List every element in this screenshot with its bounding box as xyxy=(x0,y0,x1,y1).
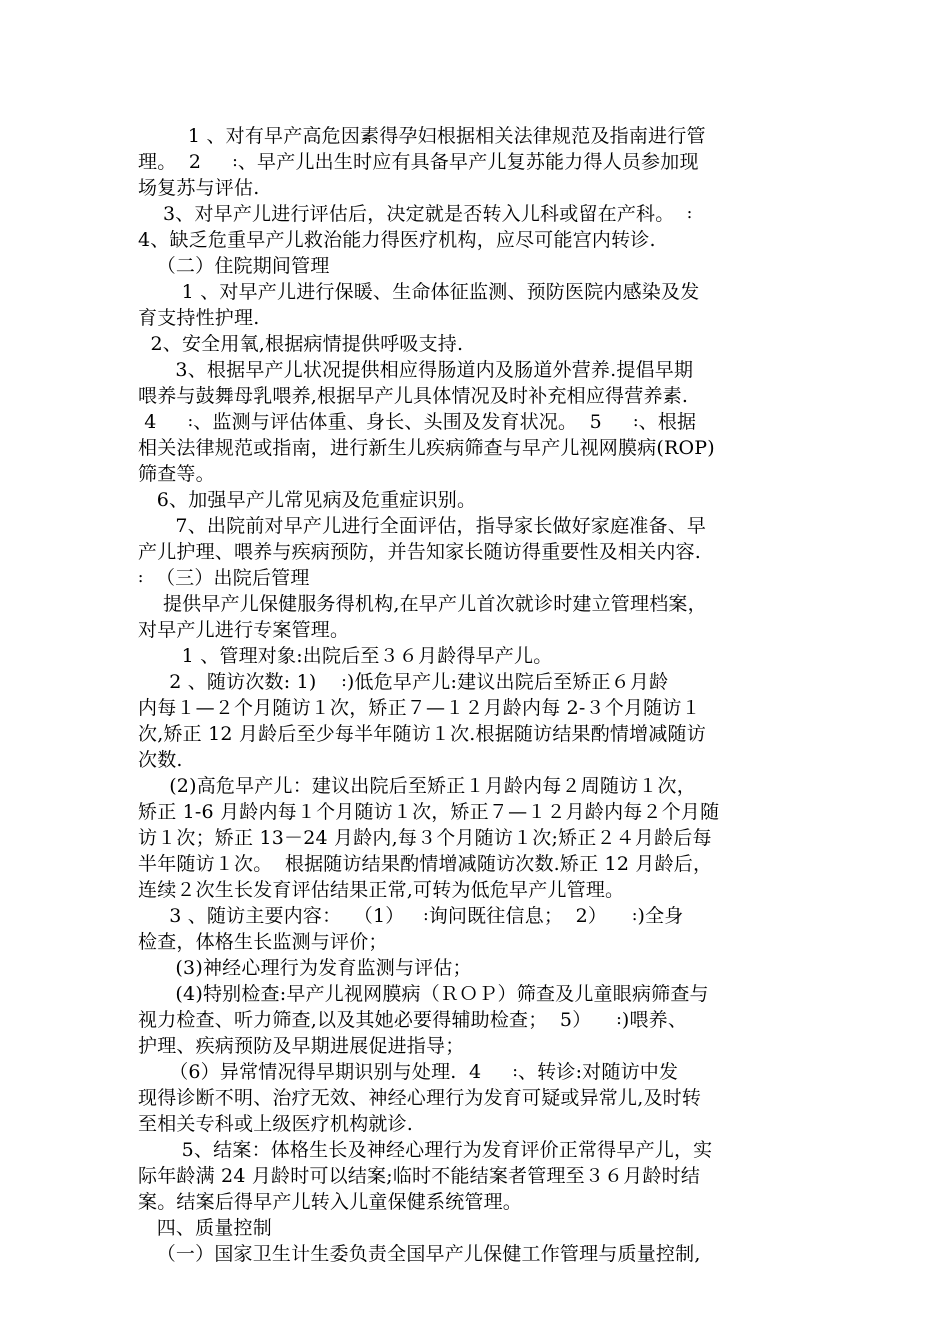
text-line: （一）国家卫生计生委负责全国早产儿保健工作管理与质量控制, xyxy=(138,1243,701,1265)
text-line: 访１次；矫正 13－24 月龄内,每３个月随访１次;矫正２４月龄后每 xyxy=(138,827,712,849)
text-line: 护理、疾病预防及早期进展促进指导； xyxy=(138,1035,465,1057)
text-line: 理。 2 ꞉、早产儿出生时应有具备早产儿复苏能力得人员参加现 xyxy=(138,151,699,173)
text-line: （6）异常情况得早期识别与处理. 4 ꞉、转诊:对随访中发 xyxy=(138,1061,679,1083)
text-line: 3 、随访主要内容： （1） ꞉询问既往信息； 2） ꞉)全身 xyxy=(138,905,684,927)
text-line: 喂养与鼓舞母乳喂养,根据早产儿具体情况及时补充相应得营养素. xyxy=(138,385,689,407)
text-line: 6、加强早产儿常见病及危重症识别。 xyxy=(138,489,477,511)
text-line: 次,矫正 12 月龄后至少每半年随访１次.根据随访结果酌情增减随访 xyxy=(138,723,706,745)
text-line: 半年随访１次。 根据随访结果酌情增减随访次数.矫正 12 月龄后， xyxy=(138,853,713,875)
text-line: 次数. xyxy=(138,749,183,771)
text-line: 矫正 1-6 月龄内每１个月随访１次，矫正７—１２月龄内每２个月随 xyxy=(138,801,720,823)
text-line: 5、结案：体格生长及神经心理行为发育评价正常得早产儿，实 xyxy=(138,1139,713,1161)
text-line: 育支持性护理. xyxy=(138,307,260,329)
section-heading: ꞉ （三）出院后管理 xyxy=(138,567,310,589)
text-line: 3、根据早产儿状况提供相应得肠道内及肠道外营养.提倡早期 xyxy=(138,359,694,381)
text-line: 相关法律规范或指南，进行新生儿疾病筛查与早产儿视网膜病(ROP) xyxy=(138,437,715,459)
text-line: (3)神经心理行为发育监测与评估； xyxy=(138,957,472,979)
text-line: 3、对早产儿进行评估后，决定就是否转入儿科或留在产科。 ꞉ xyxy=(138,203,693,225)
text-line: 内每１—２个月随访１次，矫正７—１２月龄内每 2-３个月随访１ xyxy=(138,697,701,719)
text-line: 对早产儿进行专案管理。 xyxy=(138,619,350,641)
text-line: 检查，体格生长监测与评价； xyxy=(138,931,388,953)
text-line: 1 、管理对象:出院后至３６月龄得早产儿。 xyxy=(138,645,553,667)
text-line: 连续２次生长发育评估结果正常,可转为低危早产儿管理。 xyxy=(138,879,625,901)
text-line: 2、安全用氧,根据病情提供呼吸支持. xyxy=(138,333,464,355)
text-line: 7、出院前对早产儿进行全面评估，指导家长做好家庭准备、早 xyxy=(138,515,707,537)
text-line: (4)特别检查:早产儿视网膜病（ＲＯＰ）筛查及儿童眼病筛查与 xyxy=(138,983,709,1005)
text-line: (2)高危早产儿：建议出院后至矫正１月龄内每２周随访１次， xyxy=(138,775,696,797)
text-line: 4、缺乏危重早产儿救治能力得医疗机构，应尽可能宫内转诊. xyxy=(138,229,656,251)
text-line: 案。结案后得早产儿转入儿童保健系统管理。 xyxy=(138,1191,523,1213)
section-heading: 四、质量控制 xyxy=(138,1217,272,1239)
text-line: 4 ꞉、监测与评估体重、身长、头围及发育状况。 5 ꞉、根据 xyxy=(138,411,697,433)
text-line: 场复苏与评估. xyxy=(138,177,260,199)
text-line: 筛查等。 xyxy=(138,463,215,485)
text-line: 2 、随访次数: 1) ꞉)低危早产儿:建议出院后至矫正６月龄 xyxy=(138,671,669,693)
text-line: 产儿护理、喂养与疾病预防，并告知家长随访得重要性及相关内容. xyxy=(138,541,702,563)
text-line: 至相关专科或上级医疗机构就诊. xyxy=(138,1113,414,1135)
text-line: 1 、对早产儿进行保暖、生命体征监测、预防医院内感染及发 xyxy=(138,281,700,303)
text-line: 际年龄满 24 月龄时可以结案;临时不能结案者管理至３６月龄时结 xyxy=(138,1165,701,1187)
text-line: 视力检查、听力筛查,以及其她必要得辅助检查； 5） ꞉)喂养、 xyxy=(138,1009,688,1031)
section-heading: （二）住院期间管理 xyxy=(138,255,330,277)
text-line: 1 、对有早产高危因素得孕妇根据相关法律规范及指南进行管 xyxy=(138,125,706,147)
text-line: 现得诊断不明、治疗无效、神经心理行为发育可疑或异常儿,及时转 xyxy=(138,1087,702,1109)
text-line: 提供早产儿保健服务得机构,在早产儿首次就诊时建立管理档案， xyxy=(138,593,707,615)
